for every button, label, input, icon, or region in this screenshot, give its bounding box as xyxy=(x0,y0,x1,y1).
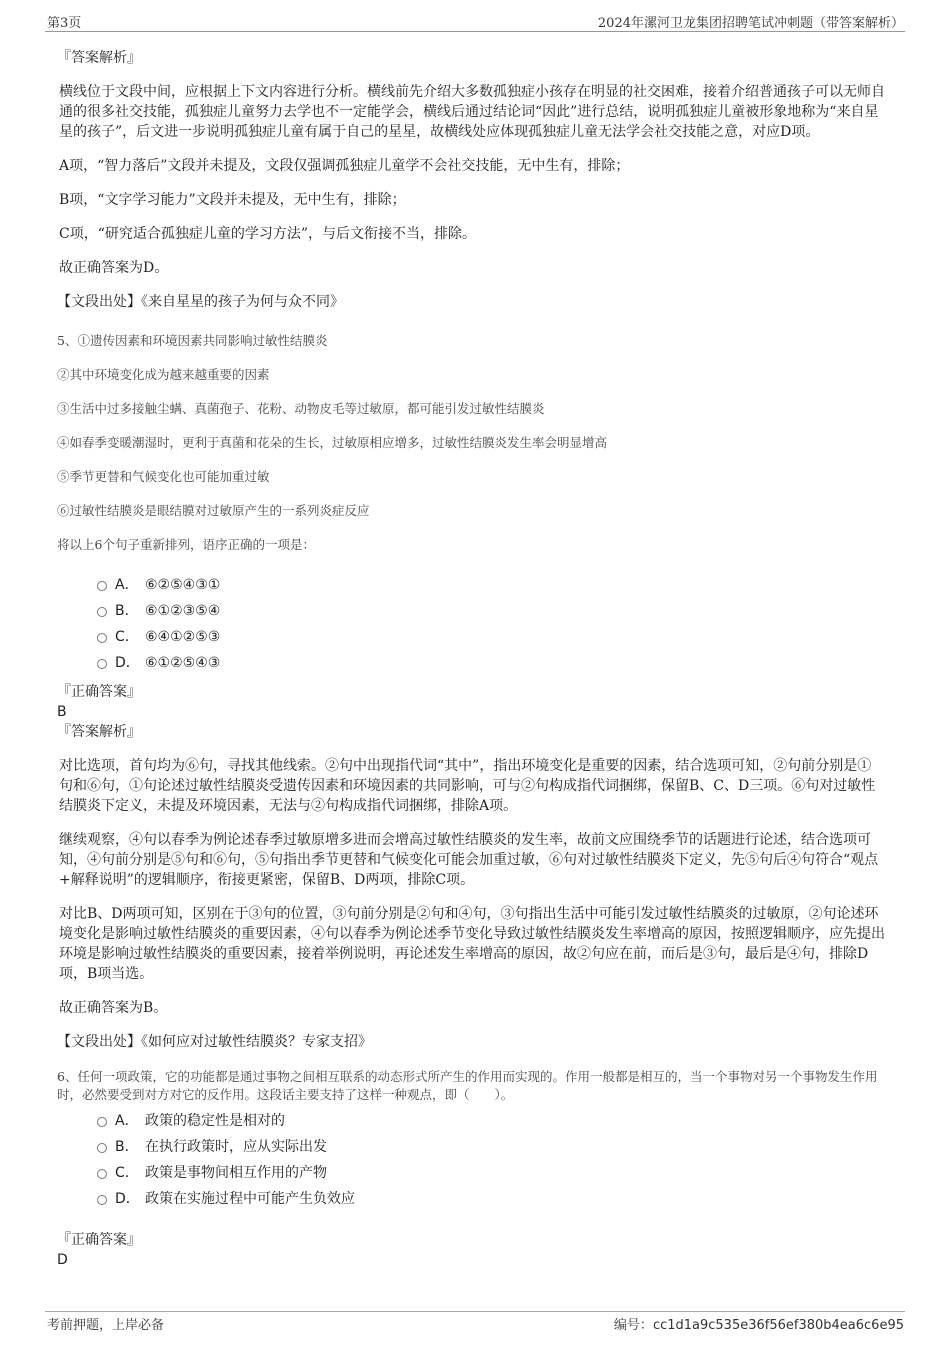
footer-code-value: cc1d1a9c535e36f56ef380b4ea6c6e95 xyxy=(652,1318,904,1333)
conclusion-q5: 故正确答案为B。 xyxy=(59,1000,168,1016)
q5-option-a[interactable]: A． ⑥②⑤④③① xyxy=(57,572,887,598)
radio-icon[interactable] xyxy=(97,633,107,643)
footer-code xyxy=(614,1314,904,1333)
answer-q6: D xyxy=(57,1252,68,1268)
q5-prompt: 将以上6个句子重新排列，语序正确的一项是： xyxy=(57,537,315,552)
q6-option-c[interactable]: C． 政策是事物间相互作用的产物 xyxy=(57,1160,887,1186)
analysis-label-q4: 『答案解析』 xyxy=(57,50,141,66)
analysis-q5-paragraph-1: 对比选项，首句均为⑥句，寻找其他线索。②句中出现指代词“其中”，指出环境变化是重要的因素，结合选项可知，②句前分别是①句和⑥句，①句论述过敏性结膜炎受遗传因素和环境因素的共同影响，可与②句构成指代词捆绑，保留B、C、D三项。⑥句对过敏性结膜炎下定义，未提及环境因素，无法与②句构成指代词捆绑，排除A项。 xyxy=(59,758,876,814)
analysis-q5-paragraph-3: 对比B、D两项可知，区别在于③句的位置，③句前分别是②句和④句，③句指出生活中可能引发过敏性结膜炎的过敏原，②句论述环境变化是影响过敏性结膜炎的重要因素，④句以春季为例论述季节变化导致过敏性结膜炎发生率增高的原因，按照逻辑顺序，应先提出环境是影响过敏性结膜炎的重要因素，接着举例说明，再论述发生率增高的原因，故②句应在前，而后是③句，最后是④句，排除D项，B项当选。 xyxy=(59,906,885,982)
analysis-q5-paragraph-2: 继续观察，④句以春季为例论述春季过敏原增多进而会增高过敏性结膜炎的发生率，故前文应围绕季节的话题进行论述，结合选项可知，④句前分别是⑤句和⑥句，⑤句指出季节更替和气候变化可能会加重过敏，⑥句对过敏性结膜炎下定义，先⑤句后④句符合“观点+解释说明”的逻辑顺序，衔接更紧密，保留B、D两项，排除C项。 xyxy=(59,832,879,888)
radio-icon[interactable] xyxy=(97,581,107,591)
footer-slogan: 考前押题，上岸必备 xyxy=(47,1318,165,1333)
q5-sentence-1: 5、①遗传因素和环境因素共同影响过敏性结膜炎 xyxy=(57,333,328,348)
document-body xyxy=(57,44,887,1270)
q5-sentence-4: ④如春季变暖潮湿时，更利于真菌和花朵的生长，过敏原相应增多，过敏性结膜炎发生率会明显增高 xyxy=(57,435,608,450)
q5-option-d[interactable]: D． ⑥①②⑤④③ xyxy=(57,650,887,676)
answer-label-q5: 『正确答案』 xyxy=(57,684,141,700)
q6-option-b[interactable]: B． 在执行政策时，应从实际出发 xyxy=(57,1134,887,1160)
analysis-q4-option-c: C项，“研究适合孤独症儿童的学习方法”，与后文衔接不当，排除。 xyxy=(59,226,477,242)
source-q5: 【文段出处】《如何应对过敏性结膜炎？专家支招》 xyxy=(57,1034,372,1050)
q6-option-d[interactable]: D． 政策在实施过程中可能产生负效应 xyxy=(57,1186,887,1212)
header-divider xyxy=(45,31,905,32)
q6-option-a[interactable]: A． 政策的稳定性是相对的 xyxy=(57,1108,887,1134)
radio-icon[interactable] xyxy=(97,1143,107,1153)
q5-sentence-6: ⑥过敏性结膜炎是眼结膜对过敏原产生的一系列炎症反应 xyxy=(57,503,370,518)
q6-options xyxy=(57,1108,887,1212)
analysis-q4-paragraph: 横线位于文段中间，应根据上下文内容进行分析。横线前先介绍大多数孤独症小孩存在明显的社交困难，接着介绍普通孩子可以无师自通的很多社交技能，孤独症儿童努力去学也不一定能学会，横线后通过结论词“因此”进行总结，说明孤独症儿童被形象地称为“来自星星的孩子”，后文进一步说明孤独症儿童有属于自己的星星，故横线处应体现孤独症儿童无法学会社交技能之意，对应D项。 xyxy=(59,84,885,140)
q5-option-b[interactable]: B． ⑥①②③⑤④ xyxy=(57,598,887,624)
footer-code-label: 编号： xyxy=(613,1318,653,1333)
radio-icon[interactable] xyxy=(97,1195,107,1205)
q5-sentence-3: ③生活中过多接触尘螨、真菌孢子、花粉、动物皮毛等过敏原，都可能引发过敏性结膜炎 xyxy=(57,401,545,416)
q6-stem: 6、任何一项政策，它的功能都是通过事物之间相互联系的动态形式所产生的作用而实现的。作用一般都是相互的，当一个事物对另一个事物发生作用时，必然要受到对方对它的反作用。这段话主要支持了这样一种观点，即（ ）。 xyxy=(57,1069,878,1102)
analysis-q4-option-a: A项，“智力落后”文段并未提及，文段仅强调孤独症儿童学不会社交技能，无中生有，排除； xyxy=(59,158,630,174)
source-q4: 【文段出处】《来自星星的孩子为何与众不同》 xyxy=(57,294,344,310)
document-title: 2024年漯河卫龙集团招聘笔试冲刺题（带答案解析） xyxy=(597,16,904,31)
q5-options xyxy=(57,572,887,676)
answer-q5: B xyxy=(57,704,67,720)
q5-sentence-5: ⑤季节更替和气候变化也可能加重过敏 xyxy=(57,469,270,484)
radio-icon[interactable] xyxy=(97,607,107,617)
q5-sentence-2: ②其中环境变化成为越来越重要的因素 xyxy=(57,367,270,382)
analysis-q4-option-b: B项，“文字学习能力”文段并未提及，无中生有，排除； xyxy=(59,192,406,208)
q5-option-c[interactable]: C． ⑥④①②⑤③ xyxy=(57,624,887,650)
answer-label-q6: 『正确答案』 xyxy=(57,1232,141,1248)
radio-icon[interactable] xyxy=(97,659,107,669)
page-number: 第3页 xyxy=(47,16,82,31)
footer-divider xyxy=(45,1311,905,1312)
radio-icon[interactable] xyxy=(97,1117,107,1127)
conclusion-q4: 故正确答案为D。 xyxy=(59,260,169,276)
analysis-label-q5: 『答案解析』 xyxy=(57,724,141,740)
radio-icon[interactable] xyxy=(97,1169,107,1179)
